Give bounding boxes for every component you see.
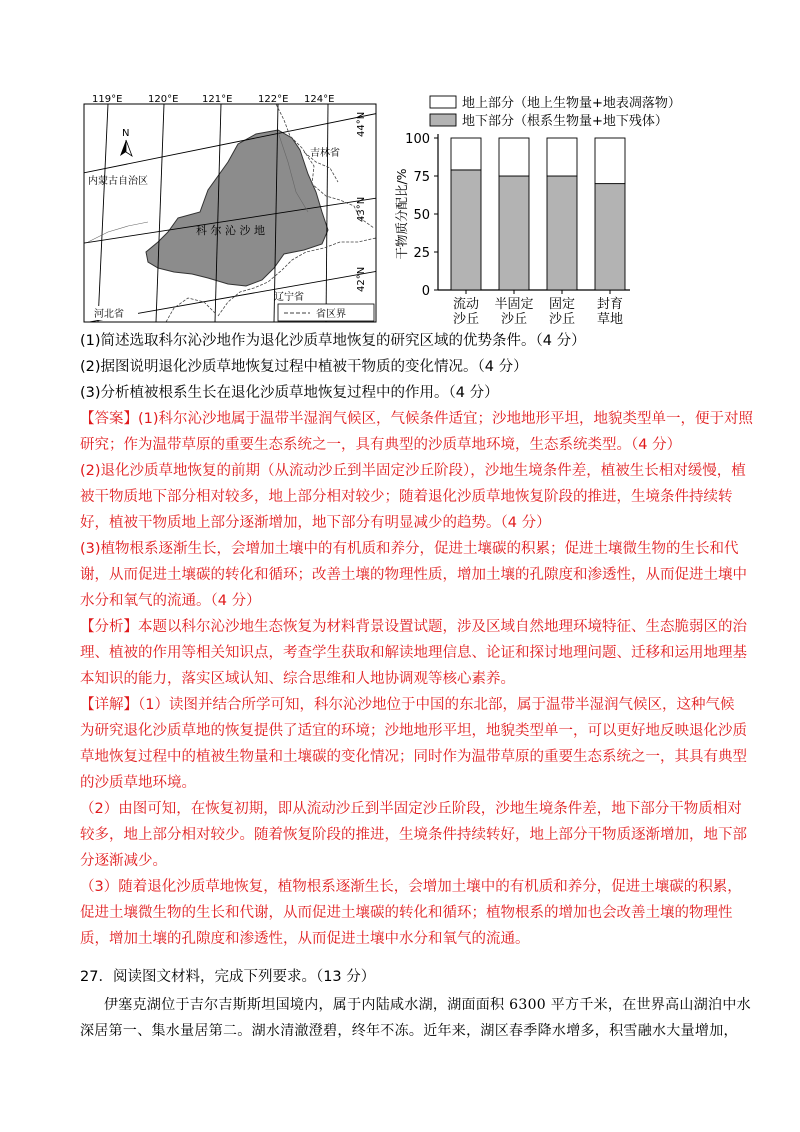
lon-label: 119°E	[92, 94, 123, 105]
chart-x-tick-label: 沙丘	[548, 312, 576, 324]
north-arrow-icon	[120, 128, 132, 156]
legend-border-label: 省区界	[316, 309, 346, 320]
chart-bar-segment	[547, 138, 577, 176]
region-horqin: 科 尔 沁 沙 地	[196, 224, 265, 237]
horqin-sandy-land	[146, 130, 328, 286]
detail-line: 【详解】（1）读图并结合所学可知，科尔沁沙地位于中国的东北部，属于温带半湿润气候区，这种气候	[80, 697, 735, 713]
chart-ylabel: 干物质分配比/%	[394, 168, 409, 260]
lon-label: 122°E	[258, 94, 289, 105]
region-liaoning: 辽宁省	[274, 292, 304, 303]
north-label: N	[122, 128, 130, 139]
detail-line: 较多，地上部分相对较少。随着恢复阶段的推进，生境条件持续转好，地上部分干物质逐渐增加，地下部	[80, 827, 747, 843]
analysis-line: 理、植被的作用等相关知识点，考查学生获取和解读地理信息、论证和探讨地理问题、迁移和运用地理基	[80, 645, 747, 661]
chart-y-tick-label: 25	[413, 246, 430, 261]
lon-label: 121°E	[202, 94, 233, 105]
chart-y-tick-label: 0	[421, 284, 430, 299]
detail-line: 质，增加土壤的孔隙度和渗透性，从而促进土壤中水分和氧气的流通。	[80, 931, 530, 947]
question-27-heading: 27．阅读图文材料，完成下列要求。（13 分）	[80, 969, 376, 985]
detail-line: 为研究退化沙质草地的恢复提供了适宜的环境；沙地地形平坦，地貌类型单一，可以更好地反映退化沙质	[80, 723, 747, 739]
q27-paragraph: 伊塞克湖位于吉尔吉斯斯坦国境内，属于内陆咸水湖，湖面面积 6300 平方千米，在世界高山湖泊中水	[104, 997, 751, 1013]
question-1: (1)简述选取科尔沁沙地作为退化沙质草地恢复的研究区域的优势条件。（4 分）	[80, 333, 586, 349]
region-hebei: 河北省	[94, 309, 124, 320]
horqin-map	[78, 92, 384, 324]
lat-label: 44°N	[356, 111, 367, 137]
question-3: (3)分析植被根系生长在退化沙质草地恢复过程中的作用。（4 分）	[80, 385, 499, 401]
region-neimenggu: 内蒙古自治区	[88, 176, 148, 187]
lon-label: 124°E	[304, 94, 335, 105]
q27-paragraph: 深居第一、集水量居第二。湖水清澈澄碧，终年不冻。近年来，湖区春季降水增多，积雪融水大量增加，	[80, 1023, 738, 1039]
detail-line: （2）由图可知，在恢复初期，即从流动沙丘到半固定沙丘阶段，沙地生境条件差，地下部分干物质相对	[80, 801, 742, 817]
analysis-line: 本知识的能力，落实区域认知、综合思维和人地协调观等核心素养。	[80, 671, 515, 687]
chart-y-tick-label: 75	[413, 170, 430, 185]
dry-matter-chart	[390, 92, 730, 324]
chart-y-tick-label: 100	[405, 132, 430, 147]
chart-legend-swatch	[430, 96, 456, 108]
chart-legend-label: 地下部分（根系生物量+地下残体）	[462, 114, 668, 129]
chart-bar-segment	[499, 176, 529, 290]
chart-bar-segment	[595, 184, 625, 290]
detail-line: 分逐渐减少。	[80, 853, 167, 869]
answer-line: 被干物质地下部分相对较多，地上部分相对较少；随着退化沙质草地恢复阶段的推进，生境条件持续转	[80, 489, 733, 505]
chart-bar-segment	[547, 176, 577, 290]
detail-line: 的沙质草地环境。	[80, 775, 196, 791]
region-jilin: 吉林省	[310, 148, 340, 159]
lat-label: 42°N	[356, 266, 367, 292]
chart-bar-segment	[499, 138, 529, 176]
lon-label: 120°E	[148, 94, 179, 105]
analysis-line: 【分析】本题以科尔沁沙地生态恢复为材料背景设置试题，涉及区域自然地理环境特征、生态脆弱区的治	[80, 619, 747, 635]
chart-x-tick-label: 草地	[596, 312, 624, 324]
answer-line: 水分和氧气的流通。（4 分）	[80, 593, 261, 609]
chart-bar-segment	[595, 138, 625, 184]
answer-line: 【答案】(1)科尔沁沙地属于温带半湿润气候区，气候条件适宜；沙地地形平坦，地貌类型单一，便于对照	[80, 411, 754, 427]
chart-x-tick-label: 固定	[548, 297, 576, 312]
chart-x-tick-label: 沙丘	[452, 312, 480, 324]
answer-line: 研究；作为温带草原的重要生态系统之一，具有典型的沙质草地环境，生态系统类型。（4 分）	[80, 437, 682, 453]
chart-x-tick-label: 半固定	[494, 297, 534, 312]
question-2: (2)据图说明退化沙质草地恢复过程中植被干物质的变化情况。（4 分）	[80, 359, 528, 375]
answer-line: 好，植被干物质地上部分逐渐增加，地下部分有明显减少的趋势。（4 分）	[80, 515, 551, 531]
chart-bar-segment	[451, 170, 481, 290]
lat-label: 43°N	[356, 196, 367, 222]
chart-x-tick-label: 流动	[452, 297, 480, 312]
answer-line: (2)退化沙质草地恢复的前期（从流动沙丘到半固定沙丘阶段），沙地生境条件差，植被生长相对缓慢，植	[80, 463, 746, 479]
detail-line: 草地恢复过程中的植被生物量和土壤碳的变化情况；同时作为温带草原的重要生态系统之一，其具有典型	[80, 749, 747, 765]
detail-line: 促进土壤微生物的生长和代谢，从而促进土壤碳的转化和循环；植物根系的增加也会改善土壤的物理性	[80, 905, 733, 921]
chart-y-tick-label: 50	[413, 208, 430, 223]
detail-line: （3）随着退化沙质草地恢复，植物根系逐渐生长，会增加土壤中的有机质和养分，促进土壤碳的积累，	[80, 879, 742, 895]
chart-legend-swatch	[430, 114, 456, 126]
chart-legend-label: 地上部分（地上生物量+地表凋落物）	[462, 96, 681, 111]
chart-x-tick-label: 沙丘	[500, 312, 528, 324]
answer-line: 谢，从而促进土壤碳的转化和循环；改善土壤的物理性质，增加土壤的孔隙度和渗透性，从而促进土壤中	[80, 567, 747, 583]
answer-line: (3)植物根系逐渐生长，会增加土壤中的有机质和养分，促进土壤碳的积累；促进土壤微生物的生长和代	[80, 541, 739, 557]
chart-bar-segment	[451, 138, 481, 170]
chart-x-tick-label: 封育	[596, 297, 624, 312]
